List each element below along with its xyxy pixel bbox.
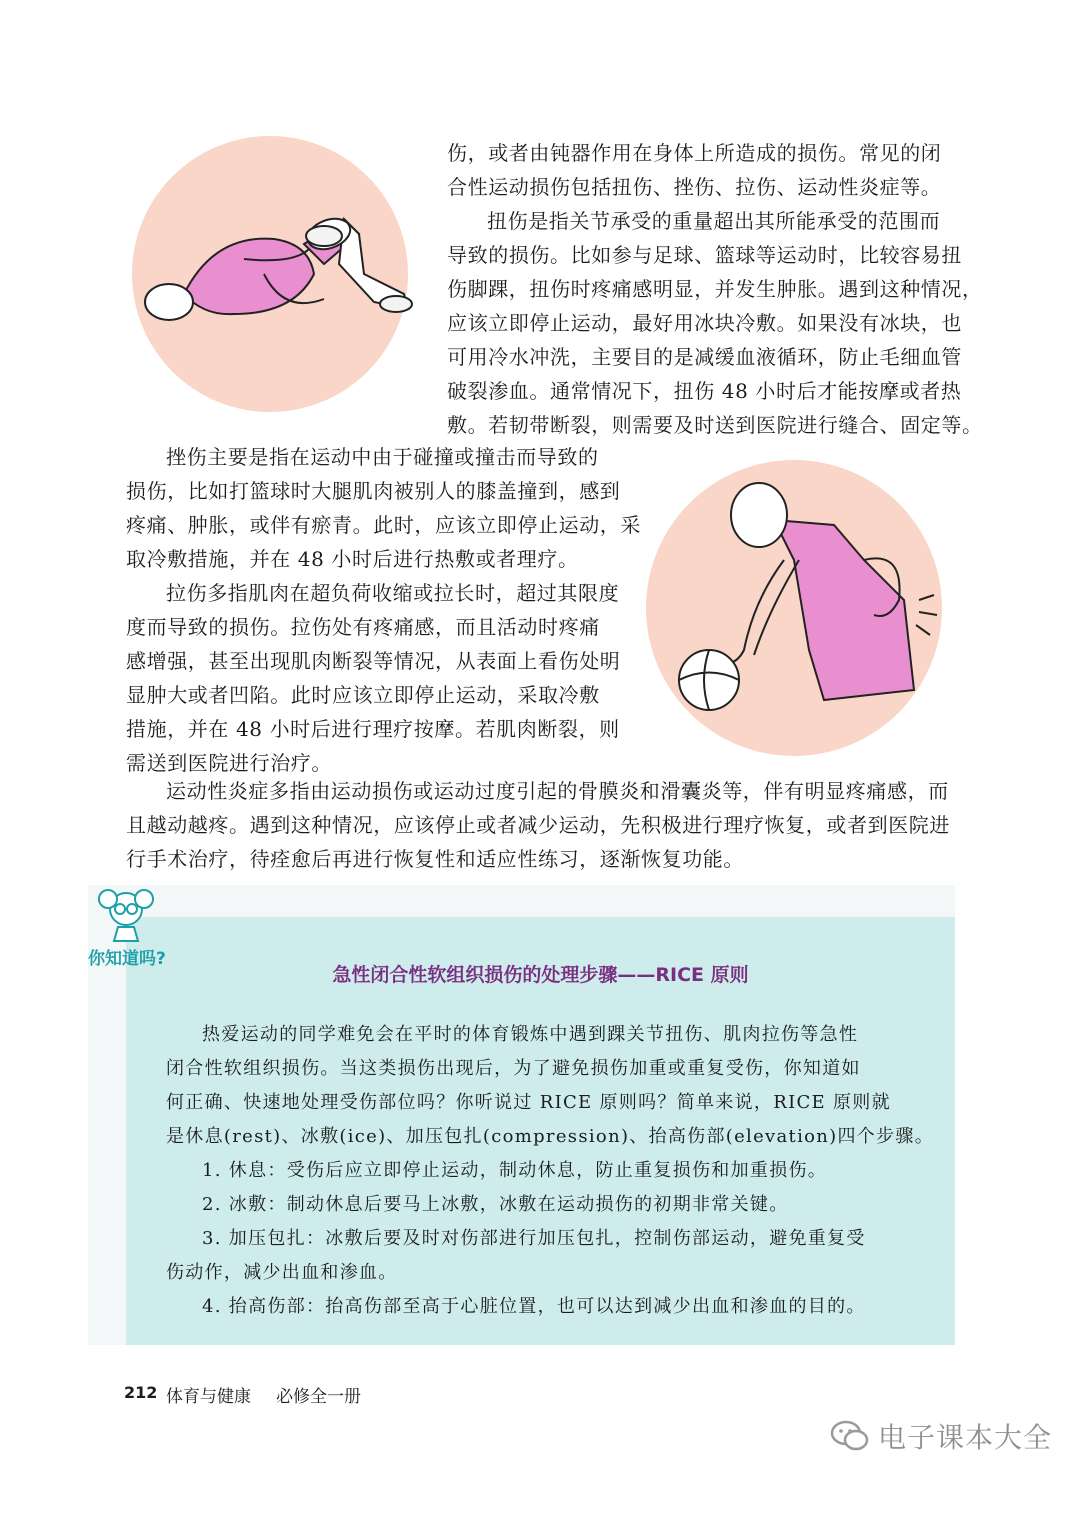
text-line: 感增强，甚至出现肌肉断裂等情况，从表面上看伤处明 bbox=[126, 649, 621, 673]
sidebar-intro-line: 闭合性软组织损伤。当这类损伤出现后，为了避免损伤加重或重复受伤，你知道如 bbox=[166, 1058, 861, 1079]
paragraph-sprain bbox=[447, 204, 983, 442]
paragraph-contusion bbox=[126, 440, 641, 576]
book-volume: 必修全一册 bbox=[276, 1387, 361, 1407]
text-line: 取冷敷措施，并在 48 小时后进行热敷或者理疗。 bbox=[126, 547, 579, 571]
sidebar-intro-line: 何正确、快速地处理受伤部位吗？你听说过 RICE 原则吗？简单来说，RICE 原则就 bbox=[166, 1092, 891, 1113]
sidebar-intro-line: 是休息(rest)、冰敷(ice)、加压包扎(compression)、抬高伤部(elevation)四个步骤。 bbox=[166, 1126, 935, 1147]
text-line: 可用冷水冲洗，主要目的是减缓血液循环，防止毛细血管 bbox=[447, 345, 962, 369]
text-line: 拉伤多指肌肉在超负荷收缩或拉长时，超过其限度 bbox=[166, 581, 620, 605]
text-line: 扭伤是指关节承受的重量超出其所能承受的范围而 bbox=[487, 209, 941, 233]
text-line: 伤，或者由钝器作用在身体上所造成的损伤。常见的闭 bbox=[447, 141, 942, 165]
text-line: 疼痛、肿胀，或伴有瘀青。此时，应该立即停止运动，采 bbox=[126, 513, 641, 537]
text-line: 敷。若韧带断裂，则需要及时送到医院进行缝合、固定等。 bbox=[447, 413, 983, 437]
text-line: 运动性炎症多指由运动损伤或运动过度引起的骨膜炎和滑囊炎等，伴有明显疼痛感，而 bbox=[166, 779, 949, 803]
text-line: 显肿大或者凹陷。此时应该立即停止运动，采取冷敷 bbox=[126, 683, 600, 707]
watermark-text: 电子课本大全 bbox=[878, 1421, 1053, 1454]
text-line: 导致的损伤。比如参与足球、篮球等运动时，比较容易扭 bbox=[447, 243, 962, 267]
wechat-icon bbox=[830, 1419, 870, 1453]
book-title: 体育与健康 bbox=[166, 1387, 251, 1407]
text-line: 挫伤主要是指在运动中由于碰撞或撞击而导致的 bbox=[166, 445, 599, 469]
text-line: 且越动越疼。遇到这种情况，应该停止或者减少运动，先积极进行理疗恢复，或者到医院进 bbox=[126, 813, 950, 837]
did-you-know-label: 你知道吗? bbox=[88, 949, 166, 969]
rice-step-compression-cont: 伤动作，减少出血和渗血。 bbox=[166, 1262, 398, 1283]
text-line: 度而导致的损伤。拉伤处有疼痛感，而且活动时疼痛 bbox=[126, 615, 600, 639]
text-line: 合性运动损伤包括扭伤、挫伤、拉伤、运动性炎症等。 bbox=[447, 175, 942, 199]
text-line: 行手术治疗，待痊愈后再进行恢复性和适应性练习，逐渐恢复功能。 bbox=[126, 847, 744, 871]
sidebar-title: 急性闭合性软组织损伤的处理步骤——RICE 原则 bbox=[332, 964, 749, 986]
text-block-top-right bbox=[447, 136, 983, 442]
text-line: 需送到医院进行治疗。 bbox=[126, 751, 332, 775]
paragraph-inflammation bbox=[126, 774, 966, 876]
text-line: 措施，并在 48 小时后进行理疗按摩。若肌肉断裂，则 bbox=[126, 717, 620, 741]
rice-step-rest: 1. 休息：受伤后应立即停止运动，制动休息，防止重复损伤和加重损伤。 bbox=[202, 1160, 828, 1181]
text-line: 破裂渗血。通常情况下，扭伤 48 小时后才能按摩或者热 bbox=[447, 379, 962, 403]
sidebar-body bbox=[166, 1018, 935, 1324]
sidebar-intro-line: 热爱运动的同学难免会在平时的体育锻炼中遇到踝关节扭伤、肌肉拉伤等急性 bbox=[202, 1024, 859, 1045]
mascot-professor-icon bbox=[90, 883, 162, 945]
illustration-ankle-sprain bbox=[124, 124, 420, 424]
rice-step-compression: 3. 加压包扎：冰敷后要及时对伤部进行加压包扎，控制伤部运动，避免重复受 bbox=[202, 1228, 866, 1249]
text-block-left bbox=[126, 440, 641, 780]
rice-step-ice: 2. 冰敷：制动休息后要马上冰敷，冰敷在运动损伤的初期非常关键。 bbox=[202, 1194, 789, 1215]
page-number: 212 bbox=[124, 1383, 158, 1402]
text-block-full-width bbox=[126, 774, 966, 876]
sidebar-shade-top bbox=[88, 885, 955, 917]
text-line: 伤脚踝，扭伤时疼痛感明显，并发生肿胀。遇到这种情况， bbox=[447, 277, 983, 301]
rice-step-elevation: 4. 抬高伤部：抬高伤部至高于心脏位置，也可以达到减少出血和渗血的目的。 bbox=[202, 1296, 866, 1317]
illustration-back-strain bbox=[634, 450, 956, 768]
text-line: 损伤，比如打篮球时大腿肌肉被别人的膝盖撞到，感到 bbox=[126, 479, 621, 503]
text-line: 应该立即停止运动，最好用冰块冷敷。如果没有冰块，也 bbox=[447, 311, 962, 335]
paragraph-intro bbox=[447, 136, 963, 204]
watermark bbox=[830, 1416, 1052, 1456]
paragraph-strain bbox=[126, 576, 626, 780]
